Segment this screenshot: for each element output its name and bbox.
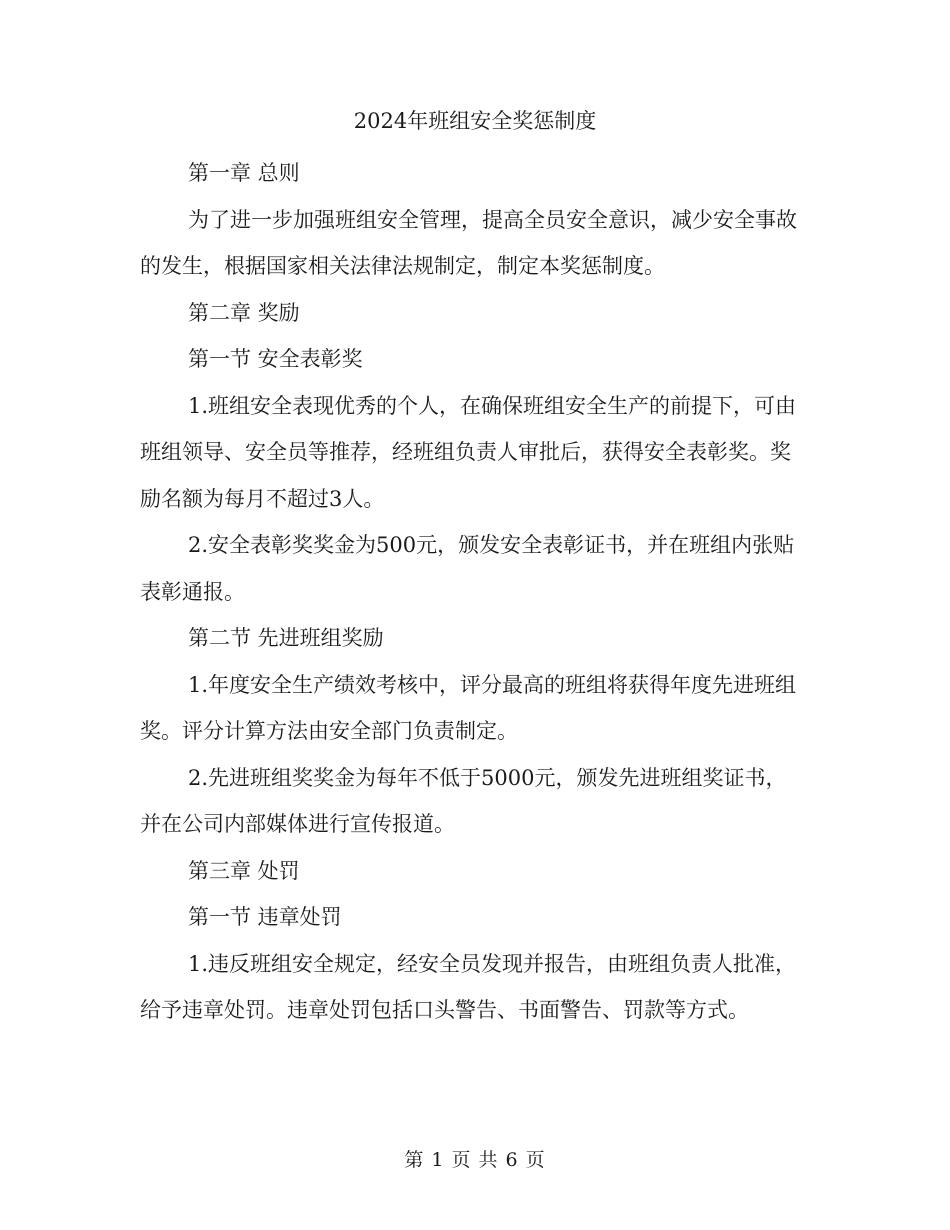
section-heading: 第二节 先进班组奖励	[188, 626, 384, 650]
body-paragraph: 1.班组安全表现优秀的个人，在确保班组安全生产的前提下，可由班组领导、安全员等推荐，经班组负责人审批后，获得安全表彰奖。奖励名额为每月不超过3人。	[140, 393, 797, 511]
chapter-heading: 第一章 总则	[188, 161, 300, 185]
document-body	[140, 150, 802, 1034]
body-paragraph: 为了进一步加强班组安全管理，提高全员安全意识，减少安全事故的发生，根据国家相关法律法规制定，制定本奖惩制度。	[140, 207, 797, 278]
body-paragraph: 2.先进班组奖奖金为每年不低于5000元，颁发先进班组奖证书，并在公司内部媒体进行宣传报道。	[140, 765, 787, 836]
body-paragraph: 1.违反班组安全规定，经安全员发现并报告，由班组负责人批准，给予违章处罚。违章处罚包括口头警告、书面警告、罚款等方式。	[140, 951, 797, 1022]
page-number-footer: 第 1 页 共 6 页	[404, 1149, 546, 1171]
section-heading: 第一节 违章处罚	[188, 905, 342, 929]
chapter-heading: 第三章 处罚	[188, 858, 300, 883]
document-title: 2024年班组安全奖惩制度	[353, 109, 597, 133]
body-paragraph: 2.安全表彰奖奖金为500元，颁发安全表彰证书，并在班组内张贴表彰通报。	[140, 533, 795, 604]
chapter-heading: 第二章 奖励	[188, 300, 300, 325]
body-paragraph: 1.年度安全生产绩效考核中，评分最高的班组将获得年度先进班组奖。评分计算方法由安全部门负责制定。	[140, 672, 797, 743]
section-heading: 第一节 安全表彰奖	[188, 347, 363, 371]
